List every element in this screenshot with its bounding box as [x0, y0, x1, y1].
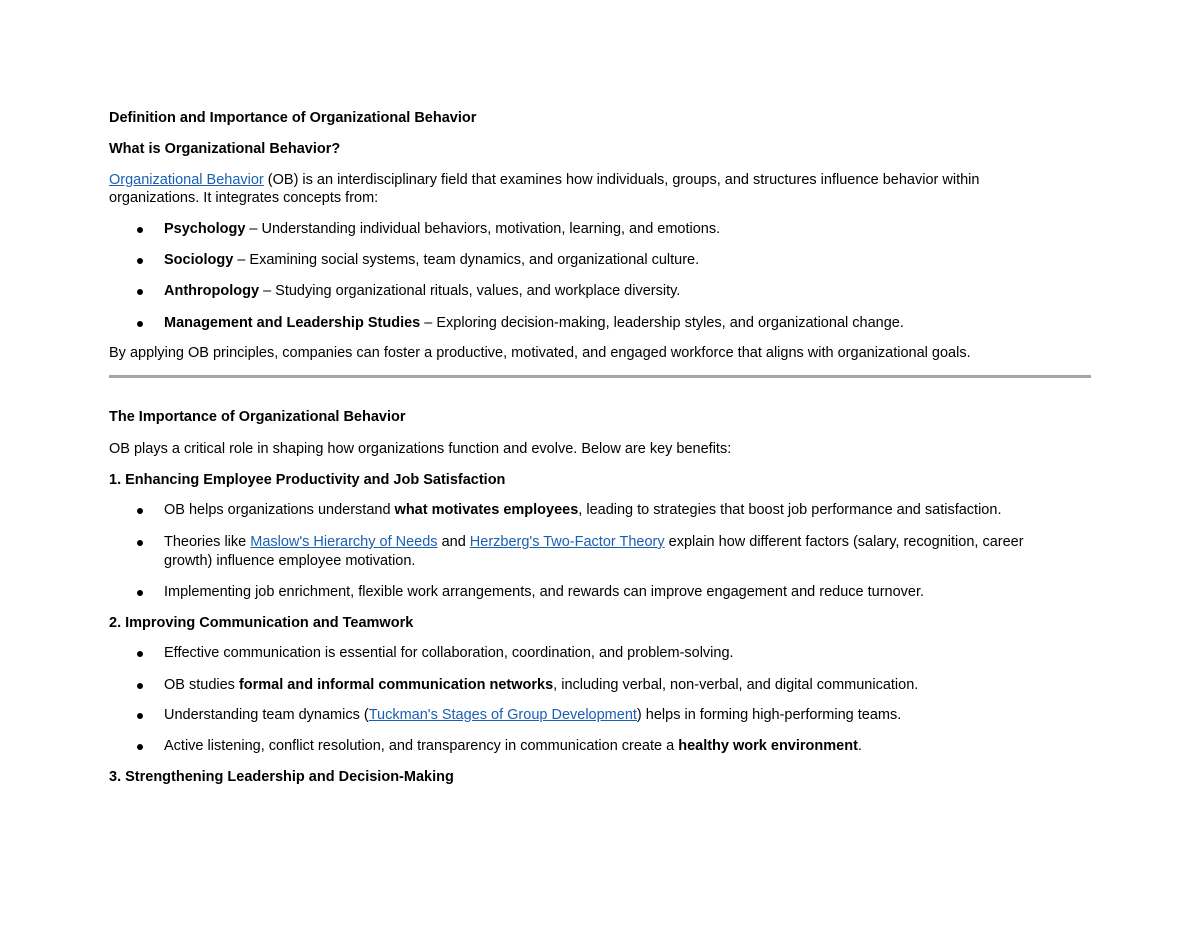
bullet-icon — [137, 744, 143, 750]
ob-intro-text: (OB) is an interdisciplinary field that examines how individuals, groups, and structures influence behavior within organizations. It integrates concepts from: — [109, 172, 980, 206]
bullet-icon — [137, 683, 143, 689]
bullet-icon — [137, 289, 143, 295]
field-term: Management and Leadership Studies — [164, 315, 421, 331]
horizontal-divider — [109, 375, 1091, 378]
bullet-icon — [137, 227, 143, 233]
item-text: Understanding team dynamics ( — [164, 707, 369, 723]
bullet-icon — [137, 651, 143, 657]
bullet-icon — [137, 258, 143, 264]
document-title: Definition and Importance of Organizational Behavior — [109, 110, 477, 126]
ob-intro-paragraph — [109, 171, 1069, 207]
item-text: , including verbal, non-verbal, and digital communication. — [553, 677, 919, 693]
ob-outro-paragraph: By applying OB principles, companies can foster a productive, motivated, and engaged workforce that aligns with organizational goals. — [109, 345, 971, 361]
maslow-link[interactable]: Maslow's Hierarchy of Needs — [250, 534, 438, 550]
field-desc: – Exploring decision-making, leadership styles, and organizational change. — [420, 315, 904, 331]
item-text: Active listening, conflict resolution, and transparency in communication create a — [164, 738, 679, 754]
field-desc: – Examining social systems, team dynamics, and organizational culture. — [233, 252, 700, 268]
bullet-icon — [137, 540, 143, 546]
item-text: explain how different factors (salary, recognition, career growth) influence employee motivation. — [164, 534, 1024, 569]
bullet-icon — [137, 508, 143, 514]
field-desc: – Understanding individual behaviors, motivation, learning, and emotions. — [245, 221, 721, 237]
field-term: Sociology — [164, 252, 234, 268]
item-text: , leading to strategies that boost job performance and satisfaction. — [578, 502, 1002, 518]
item-text: OB helps organizations understand — [164, 502, 395, 518]
bullet-icon — [137, 321, 143, 327]
item-text: Implementing job enrichment, flexible work arrangements, and rewards can improve engagement and reduce turnover. — [164, 584, 925, 600]
importance-intro: OB plays a critical role in shaping how organizations function and evolve. Below are key benefits: — [109, 441, 732, 457]
bullet-icon — [137, 713, 143, 719]
item-bold-text: formal and informal communication networks — [238, 677, 554, 693]
herzberg-link[interactable]: Herzberg's Two-Factor Theory — [469, 534, 665, 550]
item-text: . — [857, 738, 862, 754]
subheading-productivity: 1. Enhancing Employee Productivity and Job Satisfaction — [109, 472, 506, 488]
section-heading-what-is-ob: What is Organizational Behavior? — [109, 141, 341, 157]
bullet-icon — [137, 590, 143, 596]
tuckman-link[interactable]: Tuckman's Stages of Group Development — [368, 707, 637, 723]
field-desc: – Studying organizational rituals, values, and workplace diversity. — [259, 283, 681, 299]
item-bold-text: what motivates employees — [394, 502, 579, 518]
section-heading-importance: The Importance of Organizational Behavior — [109, 409, 406, 425]
subheading-communication: 2. Improving Communication and Teamwork — [109, 615, 414, 631]
item-text: Effective communication is essential for collaboration, coordination, and problem-solving. — [164, 645, 734, 661]
organizational-behavior-link[interactable]: Organizational Behavior — [109, 172, 264, 188]
item-text: OB studies — [164, 677, 239, 693]
subheading-leadership: 3. Strengthening Leadership and Decision-Making — [109, 769, 454, 785]
field-term: Psychology — [164, 221, 246, 237]
item-text: and — [437, 534, 470, 550]
item-text: ) helps in forming high-performing teams. — [636, 707, 902, 723]
item-text: Theories like — [164, 534, 251, 550]
item-bold-text: healthy work environment — [678, 738, 858, 754]
field-term: Anthropology — [164, 283, 260, 299]
